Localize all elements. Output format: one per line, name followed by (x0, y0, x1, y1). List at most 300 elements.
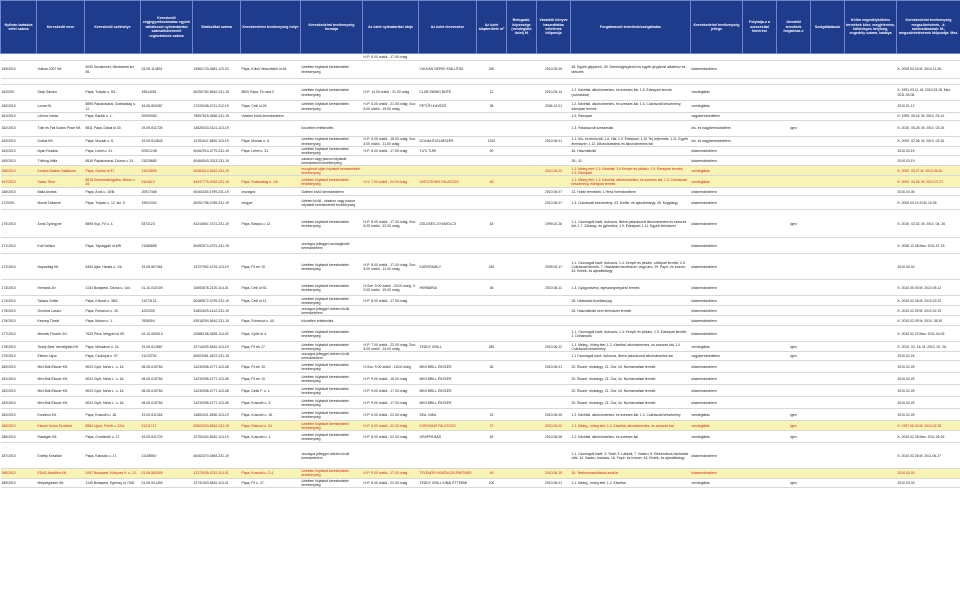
table-cell (477, 326, 507, 342)
table-cell: K: 2009.03.10 2010.10.06 (897, 196, 960, 210)
table-cell (193, 54, 241, 61)
table-cell: kiskereskedelem (691, 316, 743, 326)
table-cell: 18 (477, 210, 507, 238)
column-header[interactable]: Az üzlet nyitvatartási ideje (363, 1, 419, 54)
table-cell: 22750434-5610-113-19 (193, 431, 241, 443)
table-cell (537, 326, 571, 342)
table-cell (419, 352, 477, 361)
table-cell: 19514081 (141, 85, 193, 101)
table-cell: megyei (241, 196, 301, 210)
table-cell (537, 156, 571, 166)
table-row[interactable] (1, 326, 960, 342)
table-cell: 27226348-4711-212-19 (193, 101, 241, 113)
table-cell: 2010.03.19 (897, 147, 960, 156)
table-cell: vendéglátás (691, 85, 743, 101)
table-cell (507, 469, 537, 478)
table-cell: Teddy Bear Vendéglátó Kft. (37, 342, 85, 352)
table-cell: 2010.06.22 (537, 342, 571, 352)
table-cell (743, 361, 777, 373)
column-header[interactable]: Kereskedő cégjegyzékszáma/az egyéni vállalkozói nyilvántartási száma/kistermelő regisztrációs száma (141, 1, 193, 54)
table-cell (777, 101, 811, 113)
table-cell: Mondi Zoltánné (37, 196, 85, 210)
table-row[interactable] (1, 409, 960, 421)
table-cell: H-P: 8.00 órától - 22.00 óráig (363, 478, 419, 487)
column-header[interactable]: Nyilván-tartásba vétel száma (1, 1, 37, 54)
table-cell: vendéglátás (691, 478, 743, 487)
table-cell (743, 113, 777, 121)
table-body (1, 54, 960, 488)
table-cell: 30. Telekommunikációs eszköz (571, 469, 691, 478)
table-cell: 186/2010 (1, 431, 37, 443)
table-cell (743, 443, 777, 469)
table-cell: 21165940 (141, 443, 193, 469)
table-cell (845, 113, 897, 121)
table-cell: 4222005 (141, 306, 193, 316)
table-cell (507, 409, 537, 421)
table-cell: 164/2010 (1, 147, 37, 156)
table-row[interactable] (1, 342, 960, 352)
table-cell: 14230398-4777-113-08 (193, 361, 241, 373)
table-cell: Pápa, Fő u. 27. (241, 478, 301, 487)
table-cell: kiskereskedelem (691, 373, 743, 385)
table-cell: 177/2010 (1, 326, 37, 342)
table-cell: 63918294-5610-231-19 (193, 316, 241, 326)
table-cell: PETŐFI KÁVÉZÓ (419, 101, 477, 113)
table-cell: Pápa, Fő tér 10. (241, 361, 301, 373)
column-header[interactable]: Statisztikai száma (193, 1, 241, 54)
table-cell: Pápa, Rákóczi u. 34. (241, 421, 301, 431)
table-row[interactable] (1, 176, 960, 188)
table-cell (419, 166, 477, 176)
table-cell (811, 54, 845, 61)
table-cell: Napcsillag Kft. (37, 254, 85, 280)
table-cell: igen (777, 421, 811, 431)
table-cell: Pápa, Malom u. 1. (85, 316, 141, 326)
table-cell: Pápa, Tulipán u. 12. fsz. 5. (85, 196, 141, 210)
table-cell: 188/2010 (1, 469, 37, 478)
table-cell: mozgóbolt útján folytatott kereskedelmi tevékenység (301, 166, 363, 176)
table-cell (743, 254, 777, 280)
table-cell: Herbária Zrt. (37, 280, 85, 296)
table-cell: K: 2010.05.03 M: 2010.05.12 (897, 280, 960, 296)
table-cell: 19-09-512887 (141, 342, 193, 352)
column-header[interactable]: Befogadó-képessége (vendéglátó üzlet) fő (507, 1, 537, 54)
table-row[interactable] (1, 196, 960, 210)
table-cell: üzletben folytatott kereskedelmi tevékenység (301, 397, 363, 409)
table-cell (241, 166, 301, 176)
table-cell: 08-09-015784 (141, 373, 193, 385)
table-cell (537, 306, 571, 316)
table-cell: Kissné Szőcs Erzsébet (37, 421, 85, 431)
column-header[interactable]: Jövedéki termékek forgalmaz-e (777, 1, 811, 54)
table-cell (363, 121, 419, 137)
table-cell: Pápa, Celli út 11. (241, 296, 301, 306)
table-cell: 1.9. Édesipari (571, 113, 691, 121)
table-cell: Pápa, Kossuth u. 18. (241, 409, 301, 421)
table-cell: üzletben folytatott kereskedelmi tevékenység (301, 326, 363, 342)
table-cell: 20. Ékszer, dísztárgy; 21. Óra; 44. Numizmatikai termék (571, 361, 691, 373)
table-cell (845, 478, 897, 487)
table-cell (845, 316, 897, 326)
table-cell (777, 385, 811, 397)
table-cell: üzletben folytatott kereskedelmi tevékenység (301, 409, 363, 421)
table-cell (363, 352, 419, 361)
table-cell (811, 113, 845, 121)
table-row[interactable] (1, 373, 960, 385)
table-cell (845, 238, 897, 254)
column-header[interactable]: Forgalmazott termékek/szolgáltatás (571, 1, 691, 54)
table-cell: 61244667-4721-231-19 (193, 210, 241, 238)
table-cell: 19-09-512843 (141, 137, 193, 147)
table-cell: 21066885 (141, 238, 193, 254)
table-cell: 2010.02.25 (897, 361, 960, 373)
table-cell (777, 306, 811, 316)
table-cell: üzletben folytatott kereskedelmi tevékenység (301, 176, 363, 188)
table-row[interactable] (1, 85, 960, 101)
table-cell: Pápa, Árok u. 15/B. (85, 188, 141, 196)
table-cell (241, 443, 301, 469)
table-cell: 2010.02.25 (897, 409, 960, 421)
table-cell (537, 443, 571, 469)
table-cell: 1.1. Meleg étel; 1.2. Kávéital, alkoholmentes- és szeszes ital; 1.3. Cukrászati készítmény, édesipari termék (571, 176, 691, 188)
table-cell: 14230398-4777-113-08 (193, 373, 241, 385)
table-cell: üzletben folytatott kereskedelmi tevékenység (301, 210, 363, 238)
table-cell: kiskereskedelem (691, 210, 743, 238)
table-cell (897, 54, 960, 61)
table-cell: GRAPPA BÁR (419, 431, 477, 443)
table-cell: 2010.06.07 (537, 188, 571, 196)
table-cell: EUROFAMILY (419, 254, 477, 280)
column-header[interactable]: Kereskedő neve (37, 1, 85, 54)
table-cell: TEDDY GRILL (419, 342, 477, 352)
table-row[interactable] (1, 54, 960, 61)
table-cell: 389 (477, 342, 507, 352)
column-header[interactable]: Az üzlet alapterülete m² (477, 1, 507, 54)
table-cell: kiskereskedelem (691, 238, 743, 254)
table-cell (845, 431, 897, 443)
table-cell (743, 176, 777, 188)
table-cell: 1097 Budapest, Könyves K. u. 12. (85, 469, 141, 478)
table-cell: H-P: 8.00 órától - 17.00 óráig (363, 296, 419, 306)
table-cell (507, 113, 537, 121)
table-row[interactable] (1, 306, 960, 316)
table-cell (537, 316, 571, 326)
table-cell (507, 478, 537, 487)
table-cell: 21073121 (141, 296, 193, 306)
table-cell (743, 342, 777, 352)
table-cell (743, 121, 777, 137)
table-cell (845, 443, 897, 469)
table-cell: 1.3. Palackozott szeszesital (571, 121, 691, 137)
table-cell: kiskereskedelem (691, 469, 743, 478)
table-cell: 10586198-4639-114-02 (193, 326, 241, 342)
table-cell: 2010.06.01 (537, 361, 571, 373)
table-cell: Pápa, Klasszik u. 17. (85, 443, 141, 469)
table-cell: H-P: 9.00 órától - 17.00 óráig (363, 469, 419, 478)
table-cell: Dolma Kft. (37, 137, 85, 147)
table-cell (845, 188, 897, 196)
table-cell (507, 176, 537, 188)
table-cell: H-P: 8.00 órától - 17.30 óráig; Szo: 8.00 órától - 12.00 óráig (363, 210, 419, 238)
column-header[interactable]: Vásárlók könyve használatba vételének időpontja (537, 1, 571, 54)
table-cell: 10653678-2120-114-01 (193, 280, 241, 296)
table-cell: vendéglátás (691, 101, 743, 113)
table-cell (507, 147, 537, 156)
table-cell: üzletben folytatott kereskedelmi tevékenység (301, 373, 363, 385)
table-cell (811, 280, 845, 296)
table-cell (845, 254, 897, 280)
table-row[interactable] (1, 210, 960, 238)
table-cell: EDAS-Mobilfon Kft. (37, 469, 85, 478)
table-cell: 1.1. Kis- és fenőrzött; 1.6. Hal; 1.9. Édesipari; 1.10 Tej, tejtermék; 1.11. Egyéb élelmiszer; 1.12. Alkoholtartalmú és alkoholmentes ital (571, 137, 691, 147)
table-cell: 1.2. Kávéital, alkoholmentes- és szeszes ital; 1.4. Cukrászati készítmény, édesipari termék (571, 101, 691, 113)
table-cell: 2010.04.06 (897, 188, 960, 196)
table-row[interactable] (1, 121, 960, 137)
table-cell: 90 (477, 147, 507, 156)
table-cell (507, 101, 537, 113)
table-cell (363, 443, 419, 469)
table-cell (1, 54, 37, 61)
table-cell (507, 296, 537, 306)
table-cell (811, 137, 845, 147)
table-cell: kiskereskedelem (691, 361, 743, 373)
table-cell (507, 121, 537, 137)
table-cell: 9024 Győr, Mécs L. u. 16. (85, 361, 141, 373)
table-cell: üzletben folytatott kereskedelmi tevékenység (301, 385, 363, 397)
table-row[interactable] (1, 188, 960, 196)
table-cell (743, 156, 777, 166)
column-header[interactable]: Kereskedelmi tevékenység formája (301, 1, 363, 54)
table-row[interactable] (1, 137, 960, 147)
table-cell: vendéglátás (691, 431, 743, 443)
table-cell: igen (777, 431, 811, 443)
table-cell (777, 85, 811, 101)
table-cell (845, 385, 897, 397)
table-cell: 160/2010 (1, 101, 37, 113)
table-row[interactable] (1, 61, 960, 79)
table-row[interactable] (1, 113, 960, 121)
table-row[interactable] (1, 469, 960, 478)
table-cell: országos jelleggel csomagküldő kereskedelem (301, 238, 363, 254)
column-header[interactable]: Szolgáltatások (811, 1, 845, 54)
table-row[interactable] (1, 443, 960, 469)
table-cell (777, 361, 811, 373)
table-cell: kis- és nagykereskedelem (691, 137, 743, 147)
table-cell: TELENOR HIVATALOS PARTNER (419, 469, 477, 478)
table-cell: Mecsek Füszért Zrt. (37, 326, 85, 342)
table-cell: H-P: 8.00 órától - 17.00 óráig (363, 54, 419, 61)
table-cell: Lőrincz István (37, 113, 85, 121)
table-cell: ÜVEGTIGRIS FALATOZÓ (419, 176, 477, 188)
table-cell: 1.1. Meleg-, hideg étel; 1.2. Kávéital, alkoholmentes- és szeszes ital (571, 421, 691, 431)
table-cell: 2010.06.05 (537, 409, 571, 421)
table-cell: kiskereskedelem (691, 156, 743, 166)
table-cell (845, 176, 897, 188)
table-cell: 22714039-5610-113-19 (193, 342, 241, 352)
table-cell (477, 397, 507, 409)
table-cell: 1.2. Kávéital, alkoholmentes- és szeszes ital (571, 431, 691, 443)
table-cell (507, 316, 537, 326)
table-row[interactable] (1, 316, 960, 326)
table-cell (477, 373, 507, 385)
table-cell (241, 238, 301, 254)
table-cell (691, 54, 743, 61)
table-cell (743, 85, 777, 101)
table-row[interactable] (1, 254, 960, 280)
table-cell: 19524302 (141, 196, 193, 210)
column-header[interactable]: Az üzlet elnevezése (419, 1, 477, 54)
column-header[interactable]: Kereskedő székhelye (85, 1, 141, 54)
table-row[interactable] (1, 147, 960, 156)
column-header[interactable]: Kereskedelmi tevékenység helye (241, 1, 301, 54)
table-cell (845, 326, 897, 342)
table-row[interactable] (1, 280, 960, 296)
table-cell: 2010.06.11 (537, 280, 571, 296)
table-cell: H-P: 9.00 órától - 17.00 óráig (363, 397, 419, 409)
table-cell (507, 238, 537, 254)
table-cell (743, 137, 777, 147)
table-cell: K: 2010.02.09 M: 2010. 08.30 (897, 316, 960, 326)
table-row[interactable] (1, 361, 960, 373)
table-row[interactable] (1, 431, 960, 443)
table-cell: Gombos László (37, 306, 85, 316)
table-row[interactable] (1, 101, 960, 113)
table-row[interactable] (1, 296, 960, 306)
table-cell: 2010.03.03 (897, 478, 960, 487)
table-cell: vendéglátás (691, 342, 743, 352)
table-cell (419, 326, 477, 342)
table-cell: 28. Háztartási tüzelőanyag (571, 296, 691, 306)
table-row[interactable] (1, 421, 960, 431)
table-cell: Keszeg Tünde (37, 316, 85, 326)
table-cell: kiskereskedelem (691, 296, 743, 306)
table-cell (743, 296, 777, 306)
table-cell: 2010.02.25 (897, 385, 960, 397)
table-cell: K: 2010. 02.02. M: 2010. 04. 26. (897, 210, 960, 238)
table-row[interactable] (1, 238, 960, 254)
table-cell: Vulkan 2007 Kft. (37, 61, 85, 79)
table-cell: kiskereskedelem (691, 196, 743, 210)
table-cell: 166/2010 (1, 166, 37, 176)
table-row[interactable] (1, 352, 960, 361)
table-cell: 162/2010 (1, 121, 37, 137)
table-cell (777, 61, 811, 79)
column-header[interactable]: Külön engedélyköteles termékek köre, megjelenése, különleges helyiség, engedély száma, hatálya (845, 1, 897, 54)
table-cell: 60492674-4791-231-19 (193, 238, 241, 254)
table-cell (507, 188, 537, 196)
table-row[interactable] (1, 478, 960, 487)
table-cell: Pápa, Szabadság u. 1/A (241, 176, 301, 188)
table-cell: üzletben folytatott kereskedelmi tevékenység (301, 361, 363, 373)
table-cell (507, 421, 537, 431)
table-cell (477, 316, 507, 326)
column-header[interactable]: Kereskedelmi tevékenység jellege (691, 1, 743, 54)
table-cell: H-Szo: 9.00 órától - 18.00 óráig (363, 361, 419, 373)
table-cell: 1.1. Meleg-, hideg étel; 1.2. Kávéital, alkoholmentes- és szeszes ital; 1.4. Cukrászati készítmény (571, 342, 691, 352)
table-row[interactable] (1, 166, 960, 176)
table-cell (363, 113, 419, 121)
table-cell: 36 (477, 280, 507, 296)
table-cell: Tóth és Fiai Szabó Pince Kft. (37, 121, 85, 137)
table-cell (507, 373, 537, 385)
table-cell (85, 54, 141, 61)
table-cell (571, 238, 691, 254)
table-cell (845, 306, 897, 316)
table-cell (777, 147, 811, 156)
table-cell (363, 156, 419, 166)
table-cell: MINI BRILL ÉKSZER (419, 373, 477, 385)
table-cell (301, 113, 363, 121)
table-cell: Pápa, Deák F. u. 1. (241, 385, 301, 397)
table-cell: igen (777, 478, 811, 487)
header-row (1, 1, 960, 54)
table-cell: 168/2010 (1, 188, 37, 196)
table-cell (507, 166, 537, 176)
table-cell (777, 373, 811, 385)
table-cell (811, 147, 845, 156)
table-cell (845, 373, 897, 385)
table-cell: közvetlen értékesítés (301, 121, 363, 137)
table-row[interactable] (1, 385, 960, 397)
table-cell (811, 196, 845, 210)
table-cell: 20. Ékszer, dísztárgy; 21. Óra; 44. Numizmatikai termék (571, 397, 691, 409)
table-cell: 2010.06.07 (537, 196, 571, 210)
table-cell: H-P: 9.00 órától - 17.00 óráig (363, 385, 419, 397)
table-cell: K: 1991.03.11. M: 2010.03.15. Msz: 2011.05.08. (897, 85, 960, 101)
table-cell: vendéglátás (691, 176, 743, 188)
table-cell (811, 316, 845, 326)
table-cell: H-P: 8.00 órától - 17.00 óráig (363, 147, 419, 156)
table-cell: TEDDY GRILL KINAI ÉTTERMI (419, 478, 477, 487)
table-cell: Kutl Szilárd (37, 238, 85, 254)
table-cell: Takács Zoltán (37, 296, 85, 306)
table-cell: Szász Tibor (37, 176, 85, 188)
table-cell: 01-10-042109 (141, 280, 193, 296)
table-cell: Pápa, Mozsár u. 6. (85, 137, 141, 147)
table-cell: 6000 Kecskemét, Mindszenti krt. 55. (85, 61, 141, 79)
table-row[interactable] (1, 156, 960, 166)
table-cell (477, 196, 507, 210)
table-cell: 8400 Ajka, Hársfa u. 1/b. (85, 254, 141, 280)
table-cell (477, 54, 507, 61)
table-cell (845, 121, 897, 137)
table-cell: 1134 Budapest, Dózsa u. 144. (85, 280, 141, 296)
table-cell: 14230398-4777-113-08 (193, 397, 241, 409)
table-cell: 01-09-563499 (141, 469, 193, 478)
table-cell: H-P: 9.00 órától - 18.00 óráig (363, 373, 419, 385)
table-cell: kiskereskedelem (691, 385, 743, 397)
table-cell: 8564 Ugod, Petőfi u. 22/A (85, 421, 141, 431)
table-cell (845, 421, 897, 431)
table-cell (811, 121, 845, 137)
table-cell (845, 156, 897, 166)
table-cell: 60503451-4672-231-19 (193, 352, 241, 361)
table-cell: 2009.04.17 (537, 254, 571, 280)
table-cell (743, 326, 777, 342)
table-cell: 2010.05.25 (537, 61, 571, 79)
table-row[interactable] (1, 397, 960, 409)
table-cell (811, 373, 845, 385)
table-cell (777, 469, 811, 478)
table-cell (363, 326, 419, 342)
table-cell: Elekes Lajos (37, 352, 85, 361)
table-cell (811, 421, 845, 431)
table-cell: H-P: 6.00 órától - 22.00 óráig (363, 421, 419, 431)
column-header[interactable]: Kereskedelmi tevékenység megszűnésének, -k. módosításának: M., megszüntetésének időpontja: Msz. (897, 1, 960, 54)
table-cell: 2010.06.22 (537, 166, 571, 176)
column-header[interactable]: Folytatja-e a szeszesital kimérést (743, 1, 777, 54)
table-cell: kiskereskedelem (691, 147, 743, 156)
